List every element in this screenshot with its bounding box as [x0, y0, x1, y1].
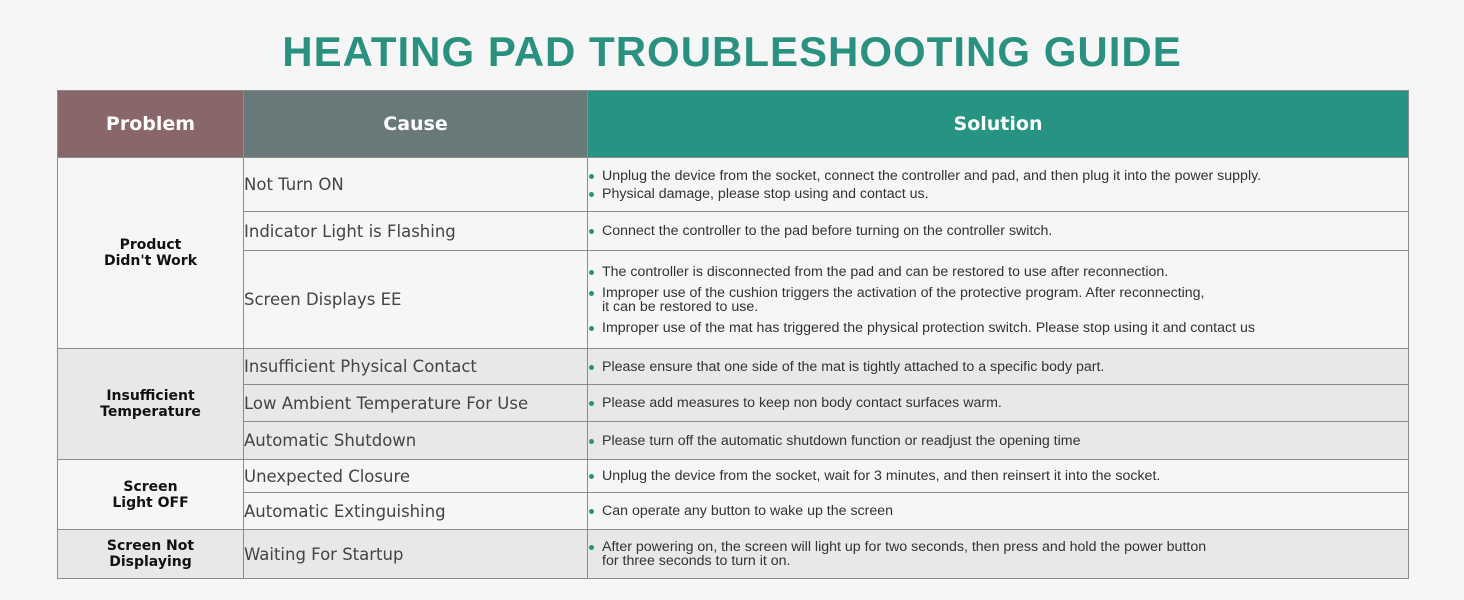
solution-cell: [588, 460, 1409, 493]
cause-cell: Waiting For Startup: [244, 530, 588, 579]
cause-cell: Automatic Shutdown: [244, 422, 588, 460]
solution-item: Unplug the device from the socket, wait for 3 minutes, and then reinsert it into the socket.: [588, 469, 1408, 483]
solution-item: Connect the controller to the pad before turning on the controller switch.: [588, 224, 1408, 238]
solution-item: Can operate any button to wake up the screen: [588, 504, 1408, 518]
header-cause: Cause: [244, 91, 588, 158]
solution-cell: [588, 493, 1409, 530]
table-row: [58, 158, 1409, 212]
problem-label-line: Light OFF: [112, 494, 189, 511]
problem-label-line: Screen: [123, 478, 178, 495]
solution-cell: [588, 349, 1409, 385]
solution-cell: [588, 422, 1409, 460]
table-row: [58, 251, 1409, 349]
page-title: HEATING PAD TROUBLESHOOTING GUIDE: [282, 28, 1182, 75]
solution-cell: [588, 158, 1409, 212]
solution-cell: [588, 385, 1409, 422]
solution-item: Physical damage, please stop using and contact us.: [588, 187, 1408, 201]
solution-item: Please turn off the automatic shutdown function or readjust the opening time: [588, 434, 1408, 448]
solution-cell: [588, 530, 1409, 579]
table-row: [58, 493, 1409, 530]
solution-cell: [588, 212, 1409, 251]
table-row: [58, 212, 1409, 251]
problem-cell: [58, 460, 244, 530]
problem-cell: [58, 349, 244, 460]
problem-label-line: Product: [119, 237, 182, 253]
table-row: [58, 349, 1409, 385]
cause-cell: Screen Displays EE: [244, 251, 588, 349]
solution-item: The controller is disconnected from the pad and can be restored to use after reconnection.: [588, 265, 1408, 279]
table-row: [58, 385, 1409, 422]
problem-label-line: Temperature: [100, 404, 201, 420]
header-solution: Solution: [588, 91, 1409, 158]
problem-label-line: Didn't Work: [103, 253, 198, 269]
cause-cell: Low Ambient Temperature For Use: [244, 385, 588, 422]
solution-item: Unplug the device from the socket, connect the controller and pad, and then plug it into the power supply.: [588, 169, 1408, 183]
solution-item: Improper use of the cushion triggers the activation of the protective program. After reconnecting, it can be restored to use.: [588, 286, 1408, 314]
table-row: [58, 530, 1409, 579]
problem-label-line: Displaying: [109, 554, 192, 570]
problem-label-line: Screen Not: [106, 538, 195, 554]
troubleshooting-table: [57, 90, 1409, 579]
cause-cell: Unexpected Closure: [244, 460, 588, 493]
cause-cell: Indicator Light is Flashing: [244, 212, 588, 251]
solution-cell: [588, 251, 1409, 349]
problem-cell: [58, 158, 244, 349]
solution-item: Please add measures to keep non body contact surfaces warm.: [588, 396, 1408, 410]
table-row: [58, 460, 1409, 493]
cause-cell: Automatic Extinguishing: [244, 493, 588, 530]
solution-item: After powering on, the screen will light up for two seconds, then press and hold the power button for three seconds to turn it on.: [588, 540, 1408, 568]
cause-cell: Insufficient Physical Contact: [244, 349, 588, 385]
table-row: [58, 422, 1409, 460]
solution-item: Improper use of the mat has triggered the physical protection switch. Please stop using it and contact us: [588, 321, 1408, 335]
cause-cell: Not Turn ON: [244, 158, 588, 212]
problem-label-line: Insufficient: [106, 388, 195, 404]
solution-item: Please ensure that one side of the mat is tightly attached to a specific body part.: [588, 360, 1408, 374]
problem-cell: [58, 530, 244, 579]
header-problem: Problem: [58, 91, 244, 158]
header-row: [58, 91, 1409, 158]
